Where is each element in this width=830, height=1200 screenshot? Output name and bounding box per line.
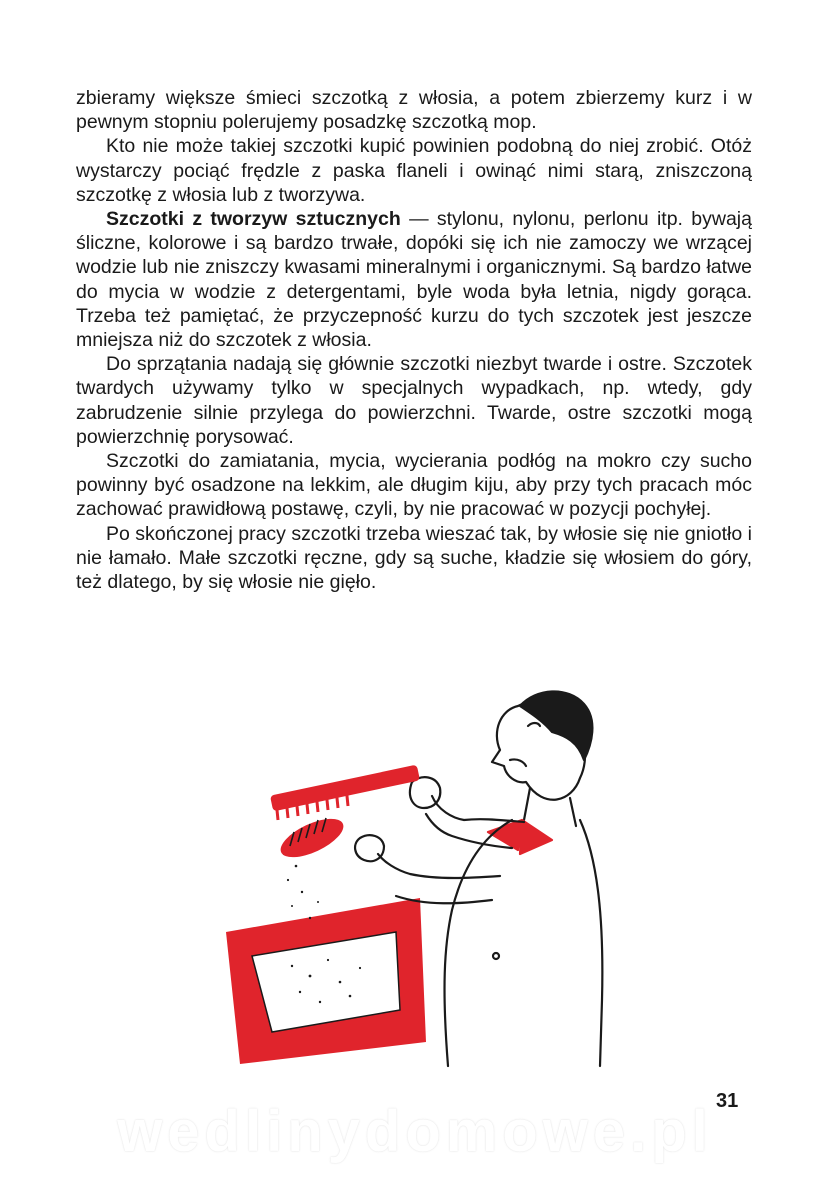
red-tray [226, 898, 426, 1064]
falling-dust [283, 853, 319, 919]
paragraph-6 [76, 522, 752, 595]
page-number: 31 [716, 1090, 739, 1112]
paragraph-text: Po skończonej pracy szczotki trzeba wieszać tak, by włosie się nie gniotło i nie łamało. Małe szczotki ręczne, gdy są suche, kładzie się włosiem do góry, też dlatego, by się włosie nie gięło. [76, 522, 752, 594]
paragraph-2 [76, 134, 752, 207]
paragraph-5 [76, 449, 752, 522]
paragraph-3 [76, 207, 752, 352]
paragraph-text: Kto nie może takiej szczotki kupić powinien podobną do niej zrobić. Otóż wystarczy pociąć frędzle z paska flaneli i owinąć nimi starą, zniszczoną szczotkę z włosia lub z tworzywa. [76, 135, 752, 206]
paragraph-4 [76, 352, 752, 449]
paragraph-1 [76, 86, 752, 134]
watermark: wedlinydomowe.pl [117, 1099, 713, 1164]
paragraph-text: — stylonu, nylonu, perlonu itp. bywają śliczne, kolorowe i są bardzo trwałe, dopóki się ich nie zamoczy we wrzącej wodzie lub nie zniszczy kwasami mineralnymi i organicznymi. Są bardzo łatwe do mycia w wodzie z detergentami, byle woda była letnia, nigdy gorąca. Trzeba też pamiętać, że przyczepność kurzu do tych szczotek jest jeszcze mniejsza niż do szczotek z włosia. [76, 208, 752, 352]
red-brush [275, 811, 348, 865]
paragraph-text: Do sprzątania nadają się głównie szczotki niezbyt twarde i ostre. Szczotek twardych używamy tylko w specjalnych wypadkach, np. wtedy, gdy zabrudzenie silnie przylega do powierzchni. Twarde, ostre szczotki mogą powierzchnię porysować. [76, 353, 752, 448]
body-text [76, 86, 752, 594]
paragraph-text: zbieramy większe śmieci szczotką z włosia, a potem zbierzemy kurz i w pewnym stopniu polerujemy posadzkę szczotką mop. [76, 87, 752, 134]
paragraph-text: Szczotki do zamiatania, mycia, wycierania podłóg na mokro czy sucho powinny być osadzone na lekkim, ale długim kiju, aby przy tych pracach móc zachować prawidłową postawę, czyli, by nie pracować w pozycji pochyłej. [76, 450, 752, 521]
man-cleaning-comb-illustration [200, 670, 620, 1070]
red-comb [270, 765, 420, 820]
paragraph-lead: Szczotki z tworzyw sztucznych [106, 208, 401, 231]
